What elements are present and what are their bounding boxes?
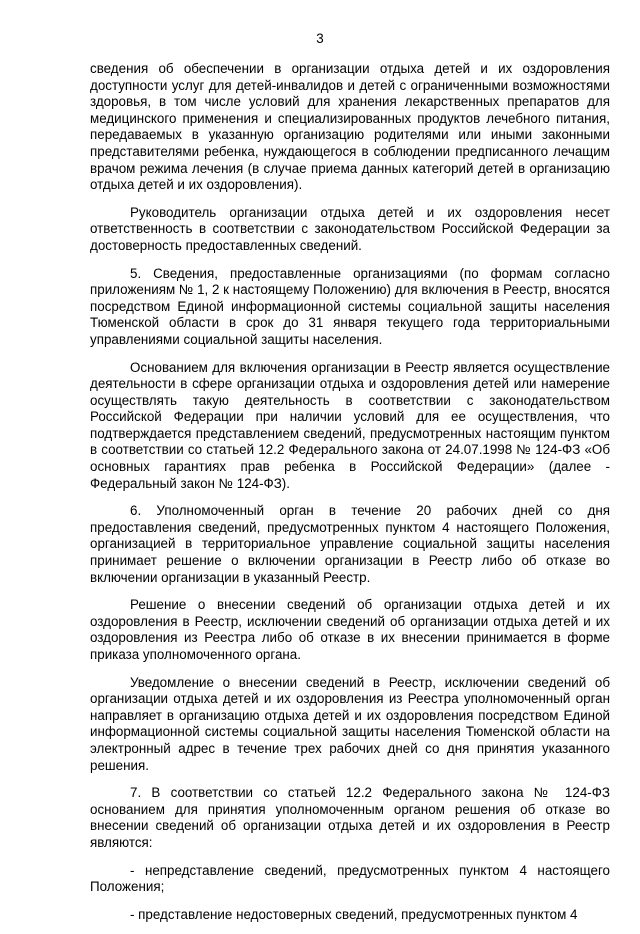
page-number: 3 [316, 31, 324, 46]
paragraph-item-5: 5. Сведения, предоставленные организациями (по формам согласно приложениям № 1, 2 к настоящему Положению) для включения в Реестр, вносятся посредством Единой информационной системы социальной защиты населения Тюменской области в срок до 31 января текущего года территориальными управлениями социальной защиты населения. [90, 265, 610, 347]
paragraph-item-7: 7. В соответствии со статьей 12.2 Федерального закона № 124-ФЗ основанием для принятия уполномоченным органом решения об отказе во внесении сведений об организации отдыха детей и их оздоровления в Реестр являются: [90, 785, 610, 850]
paragraph-item-6: 6. Уполномоченный орган в течение 20 рабочих дней со дня предоставления сведений, предусмотренных пунктом 4 настоящего Положения, организацией в территориальное управление социальной защиты населения принимает решение о включении организации в Реестр либо об отказе во включении организации в указанный Реестр. [90, 503, 610, 585]
list-item-non-submission: - непредставление сведений, предусмотренных пунктом 4 настоящего Положения; [90, 862, 610, 895]
paragraph-decision-order: Решение о внесении сведений об организации отдыха детей и их оздоровления в Реестр, исключении сведений об организации отдыха детей и их оздоровления из Реестра либо об отказе в их внесении принимается в форме приказа уполномоченного органа. [90, 597, 610, 662]
document-body [90, 61, 610, 934]
paragraph-head-responsibility: Руководитель организации отдыха детей и их оздоровления несет ответственность в соответствии с законодательством Российской Федерации за достоверность предоставленных сведений. [90, 204, 610, 253]
paragraph-notification: Уведомление о внесении сведений в Реестр, исключении сведений об организации отдыха детей и их оздоровления из Реестра уполномоченный орган направляет в организацию отдыха детей и их оздоровления посредством Единой информационной системы социальной защиты населения Тюменской области на электронный адрес в течение трех рабочих дней со дня принятия указанного решения. [90, 674, 610, 773]
list-item-false-info: - представление недостоверных сведений, предусмотренных пунктом 4 [130, 906, 578, 922]
paragraph-accessibility-info: сведения об обеспечении в организации отдыха детей и их оздоровления доступности услуг для детей-инвалидов и детей с ограниченными возможностями здоровья, в том числе условий для хранения лекарственных препаратов для медицинского применения и специализированных продуктов лечебного питания, передаваемых в указанную организацию родителями или иными законными представителями ребенка, нуждающегося в соблюдении предписанного лечащим врачом режима лечения (в случае приема данных категорий детей в организацию отдыха детей и их оздоровления). [90, 61, 610, 193]
paragraph-inclusion-basis: Основанием для включения организации в Реестр является осуществление деятельности в сфере организации отдыха и оздоровления детей или намерение осуществлять такую деятельность в соответствии с законодательством Российской Федерации при наличии условий для ее осуществления, что подтверждается представлением сведений, предусмотренных настоящим пунктом в соответствии со статьей 12.2 Федерального закона от 24.07.1998 № 124-ФЗ «Об основных гарантиях прав ребенка в Российской Федерации» (далее - Федеральный закон № 124-ФЗ). [90, 359, 610, 491]
